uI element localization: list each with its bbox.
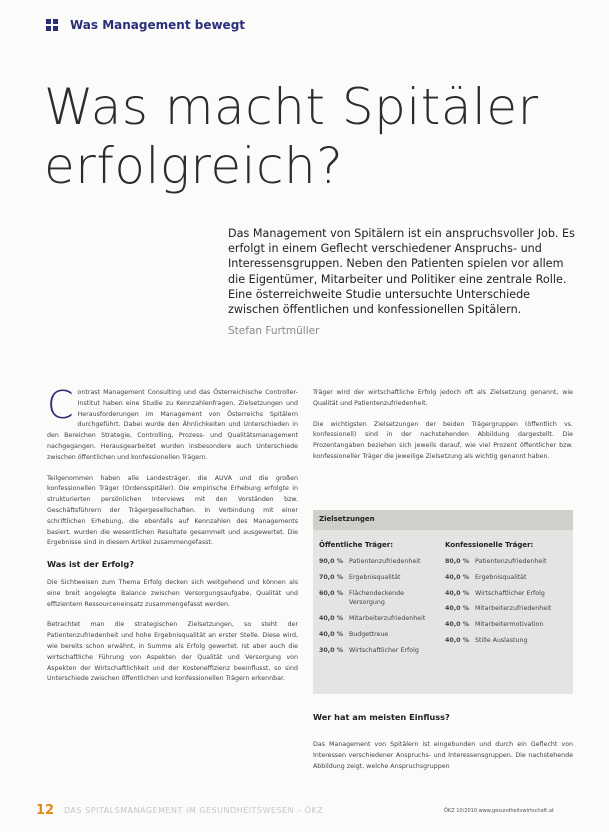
public-carriers-header: Öffentliche Träger: xyxy=(319,541,394,549)
right-paragraph-1: Träger wird der wirtschaftliche Erfolg jedoch oft als Zielsetzung genannt, wie Qualität und Patientenzufriedenheit. xyxy=(313,389,573,407)
goal-percent: 90,0 % xyxy=(319,558,344,565)
goal-row xyxy=(319,589,441,609)
goal-label: Mitarbeiterzufriedenheit xyxy=(349,615,426,623)
left-column xyxy=(47,383,298,695)
heading-erfolg: Was ist der Erfolg? xyxy=(47,559,134,570)
goal-label: Flächendeckende Versorgung xyxy=(349,589,405,607)
drop-cap: C xyxy=(47,383,74,427)
goal-percent: 40,0 % xyxy=(445,573,470,581)
goal-label: Wirtschaftlicher Erfolg xyxy=(475,589,545,597)
goal-percent: 30,0 % xyxy=(319,646,344,654)
goal-percent: 40,0 % xyxy=(445,621,470,629)
right-column xyxy=(313,388,573,473)
goal-percent: 60,0 % xyxy=(319,589,344,597)
goal-label: Ergebnisqualität xyxy=(475,573,527,581)
goal-percent: 40,0 % xyxy=(319,615,344,623)
title-line-1: Was macht Spitäler xyxy=(44,78,539,136)
participants-paragraph: Teilgenommen haben alle Landesträger, die AUVA und die großen konfessionellen Träger (Ordensspitäler). Die empirische Erhebung erfolgte in strukturierten persönlichen Interviews mit den Vorständen bzw. Geschäftsführern der Trägergesellschaften. In Verbindung mit einer schriftlichen Erhebung, die ebenfalls auf Kennzahlen des Managements basiert, wurden die wesentlichen Resultate gesammelt und ausgewertet. Die Ergebnisse sind in diesem Artikel zusammengefasst. xyxy=(47,474,298,547)
title-line-2: erfolgreich? xyxy=(44,137,344,195)
success-paragraph: Die Sichtweisen zum Thema Erfolg decken sich weitgehend und können als eine breit angelegte Balance zwischen Versorgungsaufgabe, Qualität und effizientem Ressourceneinsatz zusammengefasst werden. xyxy=(47,578,298,608)
goal-row xyxy=(319,614,441,624)
footer-journal: ÖKZ 10/2010 www.gesundheitswirtschaft.at xyxy=(444,808,554,814)
goal-row xyxy=(445,589,567,599)
footer-running-title: DAS SPITALSMANAGEMENT IM GESUNDHEITSWESEN – ÖKZ xyxy=(64,806,324,815)
intro-paragraph xyxy=(47,383,298,464)
goal-percent: 70,0 % xyxy=(319,573,344,581)
goal-label: Ergebnisqualität xyxy=(349,573,401,581)
lead-paragraph: Das Management von Spitälern ist ein anspruchsvoller Job. Es erfolgt in einem Geflecht verschiedener Anspruchs- und Interessensgruppen. Neben den Patienten spielen vor allem die Eigentümer, Mitarbeiter und Politiker eine zentrale Rolle. Eine österreichweite Studie untersuchte Unterschiede zwischen öffentlichen und konfessionellen Spitälern. xyxy=(228,227,575,317)
goal-label: Stille Auslastung xyxy=(475,636,528,644)
goal-percent: 40,0 % xyxy=(445,605,470,613)
goal-percent: 40,0 % xyxy=(445,636,470,644)
goals-table-header xyxy=(313,510,573,530)
goal-row xyxy=(445,620,567,630)
confessional-carriers-header: Konfessionelle Träger: xyxy=(445,541,534,549)
goal-row xyxy=(445,573,567,583)
goal-row xyxy=(445,604,567,614)
intro-text: ontrast Management Consulting und das Österreichische Controller-Institut haben eine Studie zu Kennzahlenfragen, Zielsetzungen und Herausforderungen im Management von Österreichs Spitälern durchgeführt. Dabei wurde den Ähnlichkeiten und Unterschieden in den Bereichen Strategie, Controlling, Prozess- und Qualitätsmanagement nachgegangen. Herausgearbeitet wurden insbesondere auch Unterschiede zwischen öffentlichen und konfessionellen Trägern. xyxy=(47,389,298,461)
right-paragraph-2: Die wichtigsten Zielsetzungen der beiden Trägergruppen (öffentlich vs. konfessionell) sind in der nachstehenden Abbildung dargestellt. Die Prozentangaben beziehen sich jeweils darauf, wie viel Prozent öffentlicher bzw. konfessioneller Träger die jeweilige Zielsetzung als wichtig genannt haben. xyxy=(313,420,573,460)
goal-row xyxy=(319,630,441,640)
article-title xyxy=(44,78,584,196)
section-label: Was Management bewegt xyxy=(70,18,246,32)
goal-label: Wirtschaftlicher Erfolg xyxy=(349,646,419,654)
confessional-goals-list xyxy=(445,557,567,652)
goal-row xyxy=(445,636,567,646)
goal-percent: 40,0 % xyxy=(445,589,470,597)
goal-label: Patientenzufriedenheit xyxy=(349,558,421,565)
goal-row xyxy=(319,573,441,583)
page-number: 12 xyxy=(36,803,55,818)
goal-label: Budgettreue xyxy=(349,630,389,638)
goal-row xyxy=(445,557,567,567)
goal-percent: 40,0 % xyxy=(319,630,344,638)
goal-label: Patientenzufriedenheit xyxy=(475,558,547,565)
goal-row xyxy=(319,557,441,567)
heading-einfluss: Wer hat am meisten Einfluss? xyxy=(313,712,450,722)
goal-label: Mitarbeitermotivation xyxy=(475,621,544,629)
section-grid-icon xyxy=(46,19,58,31)
goals-table-title: Zielsetzungen xyxy=(319,515,375,523)
author-name: Stefan Furtmüller xyxy=(228,325,320,337)
goal-row xyxy=(319,646,441,656)
goal-label: Mitarbeiterzufriedenheit xyxy=(475,605,552,613)
goals-table xyxy=(313,510,573,694)
public-goals-list xyxy=(319,557,441,662)
goal-percent: 80,0 % xyxy=(445,558,470,565)
influence-paragraph: Das Management von Spitälern ist eingebunden und durch ein Geflecht von Interessen verschiedener Anspruchs- und Interessensgruppen. Die nachstehende Abbildung zeigt, welche Anspruchsgruppen xyxy=(313,741,573,770)
goals-paragraph: Betrachtet man die strategischen Zielsetzungen, so steht der Patientenzufriedenheit und hohe Ergebnisqualität an erster Stelle. Diese wird, wie bereits schon erwähnt, in Summe als Erfolg gewertet. Ist aber auch die wirtschaftliche Führung von Aspekten der Qualität und Versorgung von Aspekten der Wirtschaftlichkeit und der Kosteneffizienz beeinflusst, so sind Unterschiede zwischen öffentlichen und konfessionellen Trägern erkennbar. xyxy=(47,621,298,683)
